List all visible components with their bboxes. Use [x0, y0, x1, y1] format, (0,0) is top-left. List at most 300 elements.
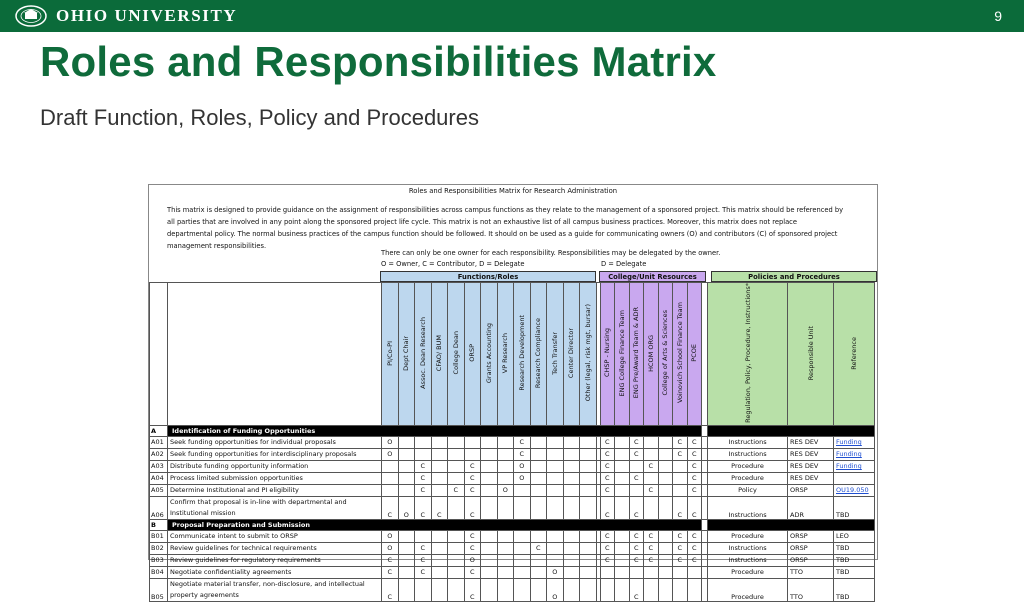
- college-resource-cell: [658, 578, 673, 601]
- function-role-cell: [530, 566, 547, 578]
- college-resource-cell: [658, 448, 673, 460]
- college-resource-cell: [615, 542, 630, 554]
- reference-text: TBD: [836, 544, 850, 553]
- function-role-cell: [580, 566, 597, 578]
- function-role-cell: [398, 554, 415, 566]
- table-row: [150, 460, 875, 472]
- function-role-cell: [398, 460, 415, 472]
- row-description: Distribute funding opportunity information: [168, 460, 382, 472]
- function-role-cell: C: [464, 566, 481, 578]
- function-role-cell: C: [464, 460, 481, 472]
- function-role-cell: [481, 472, 498, 484]
- section-code: B: [150, 519, 168, 530]
- table-row: [150, 448, 875, 460]
- college-resource-cell: [658, 530, 673, 542]
- function-role-cell: [547, 472, 564, 484]
- function-role-cell: [481, 484, 498, 496]
- row-description: Review guidelines for regulatory requirements: [168, 554, 382, 566]
- policy-column-label: Responsible Unit: [806, 325, 815, 381]
- roles-matrix-table: [149, 282, 875, 602]
- function-role-cell: [563, 460, 580, 472]
- row-description: Negotiate confidentiality agreements: [168, 566, 382, 578]
- owner-note: There can only be one owner for each responsibility. Responsibilities may be delegated by the owner.: [381, 249, 721, 257]
- college-resource-cell: [658, 566, 673, 578]
- responsible-unit-cell: ORSP: [788, 530, 834, 542]
- reference-cell: [834, 578, 875, 601]
- function-role-cell: [481, 578, 498, 601]
- function-role-cell: [580, 530, 597, 542]
- function-role-cell: [530, 554, 547, 566]
- policy-cell: Procedure: [708, 578, 788, 601]
- responsible-unit-cell: ORSP: [788, 542, 834, 554]
- function-role-cell: C: [464, 484, 481, 496]
- function-role-cell: [563, 472, 580, 484]
- reference-cell: [834, 484, 875, 496]
- function-role-cell: [431, 460, 448, 472]
- function-role-cell: [563, 578, 580, 601]
- college-resource-cell: C: [600, 484, 615, 496]
- college-resource-cell: [673, 578, 688, 601]
- function-role-cell: [497, 578, 514, 601]
- function-role-cell: [464, 448, 481, 460]
- college-resource-cell: C: [629, 554, 644, 566]
- responsible-unit-cell: RES DEV: [788, 460, 834, 472]
- function-role-cell: [448, 448, 465, 460]
- college-resource-cell: [615, 566, 630, 578]
- function-role-cell: [481, 448, 498, 460]
- function-role-cell: [415, 530, 432, 542]
- responsible-unit-cell: RES DEV: [788, 472, 834, 484]
- intro-line: all parties that are involved in any point along the sponsored project life cycle. This matrix is not an exhaustive list of all campus business practices. Moreover, this matrix does not replace: [167, 218, 797, 226]
- university-seal-icon: [14, 5, 48, 27]
- function-role-cell: [415, 578, 432, 601]
- college-resource-cell: [673, 484, 688, 496]
- function-column-header: [431, 283, 448, 426]
- function-role-cell: [398, 578, 415, 601]
- function-role-cell: [563, 496, 580, 519]
- intro-line: departmental policy. The normal business practices of the campus function should be followed. It should on be used as a guide for communicating owners (O) and contributors (C) of sponsored project: [167, 230, 838, 238]
- function-role-cell: [481, 436, 498, 448]
- function-role-cell: C: [464, 496, 481, 519]
- row-id: A03: [150, 460, 168, 472]
- function-role-cell: C: [514, 448, 531, 460]
- header-blank: [168, 283, 382, 426]
- reference-cell: [834, 436, 875, 448]
- function-role-cell: [530, 448, 547, 460]
- function-role-cell: [448, 578, 465, 601]
- college-column-label: HCOM ORG: [646, 334, 655, 372]
- table-row: [150, 496, 875, 519]
- college-resource-cell: C: [644, 554, 659, 566]
- college-resource-cell: [615, 484, 630, 496]
- function-role-cell: [464, 436, 481, 448]
- function-role-cell: O: [514, 472, 531, 484]
- function-role-cell: [448, 460, 465, 472]
- college-resource-cell: C: [600, 460, 615, 472]
- row-id: B02: [150, 542, 168, 554]
- section-band: [708, 425, 875, 436]
- reference-cell: [834, 472, 875, 484]
- function-role-cell: [580, 472, 597, 484]
- reference-link[interactable]: OU19.050: [836, 486, 869, 495]
- function-role-cell: [481, 566, 498, 578]
- function-column-label: Tech Transfer: [550, 331, 559, 375]
- college-resource-cell: C: [644, 542, 659, 554]
- function-role-cell: C: [382, 566, 399, 578]
- college-resource-cell: [615, 496, 630, 519]
- function-role-cell: [547, 484, 564, 496]
- function-role-cell: C: [415, 566, 432, 578]
- college-column-label: PCOE: [690, 344, 699, 362]
- function-role-cell: [497, 566, 514, 578]
- function-role-cell: [514, 530, 531, 542]
- function-column-header: [382, 283, 399, 426]
- row-id: B04: [150, 566, 168, 578]
- function-column-label: Research Compliance: [534, 317, 543, 389]
- intro-line: management responsibilities.: [167, 242, 267, 250]
- function-role-cell: O: [382, 530, 399, 542]
- function-column-header: [514, 283, 531, 426]
- function-column-header: [464, 283, 481, 426]
- reference-cell: [834, 566, 875, 578]
- college-resource-cell: C: [600, 472, 615, 484]
- college-resource-cell: C: [687, 472, 702, 484]
- college-column-header: [687, 283, 702, 426]
- function-role-cell: C: [382, 554, 399, 566]
- function-column-label: Center Director: [567, 327, 576, 378]
- function-role-cell: [547, 436, 564, 448]
- college-column-header: [644, 283, 659, 426]
- policy-column-label: Regulation, Policy, Procedure, Instructions*: [743, 283, 752, 423]
- function-role-cell: O: [514, 460, 531, 472]
- college-resource-cell: C: [600, 436, 615, 448]
- row-description: Confirm that proposal is in-line with departmental and Institutional mission: [168, 496, 382, 519]
- function-column-label: Grants Accounting: [484, 322, 493, 383]
- college-resource-cell: [644, 436, 659, 448]
- college-resource-cell: C: [673, 530, 688, 542]
- function-role-cell: O: [382, 436, 399, 448]
- row-id: A04: [150, 472, 168, 484]
- function-column-header: [547, 283, 564, 426]
- function-role-cell: [382, 484, 399, 496]
- college-resource-cell: [644, 496, 659, 519]
- function-role-cell: [398, 566, 415, 578]
- table-row: [150, 554, 875, 566]
- function-column-header: [448, 283, 465, 426]
- college-resource-cell: [644, 566, 659, 578]
- college-column-label: ENG Pre/Award Team & ADR: [632, 307, 641, 399]
- function-role-cell: [398, 542, 415, 554]
- reference-text: TBD: [836, 592, 850, 601]
- function-column-label: CFAO/ BUM: [435, 334, 444, 372]
- university-logo: [14, 4, 237, 28]
- reference-link[interactable]: Funding: [836, 462, 862, 471]
- intro-line: This matrix is designed to provide guidance on the assignment of responsibilities across campus functions as they relate to the management of a sponsored project. This matrix should be referenced by: [167, 206, 844, 214]
- function-role-cell: [547, 542, 564, 554]
- legend-right: D = Delegate: [601, 260, 647, 268]
- college-resource-cell: [658, 436, 673, 448]
- table-row: [150, 578, 875, 601]
- reference-cell: [834, 542, 875, 554]
- policy-cell: Instructions: [708, 496, 788, 519]
- reference-text: LEO: [836, 532, 849, 541]
- function-role-cell: O: [382, 448, 399, 460]
- function-role-cell: [431, 472, 448, 484]
- college-resource-cell: [615, 472, 630, 484]
- row-id: A06: [150, 496, 168, 519]
- function-role-cell: [431, 554, 448, 566]
- function-role-cell: [497, 496, 514, 519]
- college-resource-cell: C: [687, 484, 702, 496]
- function-role-cell: [448, 542, 465, 554]
- responsible-unit-cell: TTO: [788, 578, 834, 601]
- policy-cell: Procedure: [708, 566, 788, 578]
- function-role-cell: C: [514, 436, 531, 448]
- function-role-cell: [514, 484, 531, 496]
- table-row: [150, 530, 875, 542]
- college-resource-cell: C: [644, 484, 659, 496]
- function-role-cell: [530, 460, 547, 472]
- row-description: Communicate intent to submit to ORSP: [168, 530, 382, 542]
- function-role-cell: [431, 448, 448, 460]
- college-resource-cell: [658, 484, 673, 496]
- page-number: 9: [994, 8, 1002, 24]
- college-resource-cell: [658, 554, 673, 566]
- function-column-header: [398, 283, 415, 426]
- college-resource-cell: [615, 448, 630, 460]
- function-role-cell: [580, 578, 597, 601]
- function-column-header: [415, 283, 432, 426]
- policy-cell: Policy: [708, 484, 788, 496]
- section-band: [708, 519, 875, 530]
- function-role-cell: [530, 484, 547, 496]
- row-description: Process limited submission opportunities: [168, 472, 382, 484]
- college-resource-cell: C: [644, 460, 659, 472]
- policy-cell: Instructions: [708, 554, 788, 566]
- reference-cell: [834, 530, 875, 542]
- function-role-cell: [481, 496, 498, 519]
- function-column-label: PI/Co-PI: [385, 340, 394, 366]
- row-id: B01: [150, 530, 168, 542]
- function-role-cell: [448, 554, 465, 566]
- college-resource-cell: [687, 566, 702, 578]
- function-role-cell: [481, 542, 498, 554]
- college-resource-cell: C: [687, 530, 702, 542]
- function-role-cell: [415, 448, 432, 460]
- function-column-header: [481, 283, 498, 426]
- function-column-label: VP Research: [501, 332, 510, 374]
- function-role-cell: [547, 448, 564, 460]
- slide-title: Roles and Responsibilities Matrix: [40, 38, 717, 85]
- function-role-cell: O: [547, 578, 564, 601]
- college-resource-cell: [673, 566, 688, 578]
- responsible-unit-cell: ORSP: [788, 484, 834, 496]
- college-resource-cell: [615, 578, 630, 601]
- function-role-cell: [580, 448, 597, 460]
- function-role-cell: C: [415, 484, 432, 496]
- policy-cell: Procedure: [708, 472, 788, 484]
- responsible-unit-cell: RES DEV: [788, 448, 834, 460]
- function-role-cell: [497, 530, 514, 542]
- function-role-cell: [398, 530, 415, 542]
- function-role-cell: [497, 472, 514, 484]
- function-role-cell: [514, 566, 531, 578]
- table-row: [150, 484, 875, 496]
- function-column-label: Assoc. Dean Research: [418, 317, 427, 389]
- function-role-cell: [530, 530, 547, 542]
- function-role-cell: [448, 436, 465, 448]
- college-resource-cell: C: [600, 542, 615, 554]
- college-resource-cell: C: [673, 554, 688, 566]
- table-row: [150, 542, 875, 554]
- function-role-cell: [431, 542, 448, 554]
- function-column-header: [530, 283, 547, 426]
- function-role-cell: C: [464, 530, 481, 542]
- college-resource-cell: [658, 460, 673, 472]
- matrix-document: [148, 184, 878, 601]
- college-resource-cell: C: [629, 472, 644, 484]
- function-column-header: [580, 283, 597, 426]
- legend-left: O = Owner, C = Contributor, D = Delegate: [381, 260, 525, 268]
- function-role-cell: [580, 554, 597, 566]
- policy-cell: Instructions: [708, 436, 788, 448]
- function-role-cell: C: [382, 578, 399, 601]
- row-id: B05: [150, 578, 168, 601]
- function-role-cell: [497, 542, 514, 554]
- reference-link[interactable]: Funding: [836, 438, 862, 447]
- policy-cell: Instructions: [708, 448, 788, 460]
- function-role-cell: C: [464, 578, 481, 601]
- group-header-college: College/Unit Resources: [599, 271, 706, 282]
- section-title: Proposal Preparation and Submission: [168, 519, 702, 530]
- college-resource-cell: [658, 496, 673, 519]
- college-resource-cell: C: [687, 436, 702, 448]
- function-role-cell: [580, 436, 597, 448]
- college-resource-cell: [644, 578, 659, 601]
- college-resource-cell: C: [687, 460, 702, 472]
- function-role-cell: [431, 436, 448, 448]
- function-role-cell: [382, 460, 399, 472]
- function-role-cell: [398, 472, 415, 484]
- section-title: Identification of Funding Opportunities: [168, 425, 702, 436]
- function-column-label: College Dean: [451, 331, 460, 375]
- policy-cell: Procedure: [708, 530, 788, 542]
- function-role-cell: [415, 436, 432, 448]
- function-role-cell: C: [382, 496, 399, 519]
- responsible-unit-cell: TTO: [788, 566, 834, 578]
- reference-text: TBD: [836, 556, 850, 565]
- reference-text: TBD: [836, 568, 850, 577]
- table-row: [150, 472, 875, 484]
- group-header-policies: Policies and Procedures: [711, 271, 877, 282]
- function-role-cell: [497, 460, 514, 472]
- function-role-cell: [431, 566, 448, 578]
- function-role-cell: [431, 484, 448, 496]
- university-name: OHIO UNIVERSITY: [56, 6, 238, 25]
- function-role-cell: [547, 496, 564, 519]
- college-column-label: Voinovich School Finance Team: [675, 302, 684, 404]
- policy-column-header: [708, 283, 788, 426]
- college-resource-cell: C: [629, 578, 644, 601]
- college-resource-cell: [673, 460, 688, 472]
- college-resource-cell: [658, 472, 673, 484]
- college-column-header: [600, 283, 615, 426]
- row-id: A01: [150, 436, 168, 448]
- row-id: A02: [150, 448, 168, 460]
- college-resource-cell: [644, 448, 659, 460]
- college-resource-cell: C: [673, 542, 688, 554]
- reference-cell: [834, 554, 875, 566]
- function-role-cell: [497, 436, 514, 448]
- header-blank: [150, 283, 168, 426]
- function-role-cell: O: [497, 484, 514, 496]
- function-role-cell: [580, 460, 597, 472]
- function-role-cell: [563, 542, 580, 554]
- top-banner: [0, 0, 1024, 32]
- college-column-header: [673, 283, 688, 426]
- college-resource-cell: [600, 566, 615, 578]
- function-role-cell: [547, 554, 564, 566]
- function-role-cell: [497, 554, 514, 566]
- function-role-cell: C: [464, 542, 481, 554]
- college-resource-cell: [615, 460, 630, 472]
- function-role-cell: [481, 530, 498, 542]
- function-role-cell: O: [382, 542, 399, 554]
- row-id: A05: [150, 484, 168, 496]
- function-role-cell: C: [464, 472, 481, 484]
- function-column-label: Research Development: [517, 315, 526, 391]
- row-id: B03: [150, 554, 168, 566]
- function-role-cell: [514, 578, 531, 601]
- reference-cell: [834, 460, 875, 472]
- function-role-cell: [563, 484, 580, 496]
- function-role-cell: [563, 566, 580, 578]
- table-row: [150, 436, 875, 448]
- function-role-cell: O: [398, 496, 415, 519]
- college-column-header: [615, 283, 630, 426]
- college-resource-cell: [687, 578, 702, 601]
- function-role-cell: C: [415, 496, 432, 519]
- function-column-label: ORSP: [468, 344, 477, 362]
- function-role-cell: [563, 530, 580, 542]
- reference-link[interactable]: Funding: [836, 450, 862, 459]
- function-role-cell: [481, 554, 498, 566]
- college-resource-cell: [615, 436, 630, 448]
- function-role-cell: [580, 496, 597, 519]
- college-resource-cell: C: [687, 496, 702, 519]
- function-role-cell: [497, 448, 514, 460]
- college-resource-cell: C: [644, 530, 659, 542]
- row-description: Determine Institutional and PI eligibility: [168, 484, 382, 496]
- reference-cell: [834, 496, 875, 519]
- function-role-cell: [398, 436, 415, 448]
- function-role-cell: C: [415, 472, 432, 484]
- college-resource-cell: C: [600, 496, 615, 519]
- intro-paragraph: [167, 204, 857, 252]
- college-resource-cell: [615, 554, 630, 566]
- function-role-cell: [514, 496, 531, 519]
- function-role-cell: [431, 530, 448, 542]
- function-role-cell: [514, 542, 531, 554]
- college-resource-cell: C: [600, 554, 615, 566]
- function-role-cell: O: [547, 566, 564, 578]
- function-column-label: Dept Chair: [402, 335, 411, 371]
- function-role-cell: [481, 460, 498, 472]
- college-resource-cell: C: [687, 542, 702, 554]
- college-column-label: CHSP - Nursing: [603, 328, 612, 378]
- college-resource-cell: [673, 472, 688, 484]
- college-resource-cell: [629, 566, 644, 578]
